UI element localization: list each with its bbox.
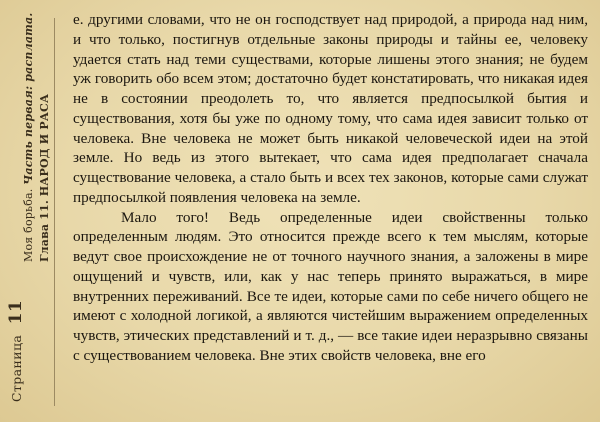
- book-part-line: [22, 13, 35, 262]
- page-indicator: [6, 300, 26, 402]
- page-number: 11: [6, 299, 26, 325]
- body-text: [73, 10, 588, 366]
- paragraph: е. другими словами, что не он господствует над природой, а природа над ним, и что только, постигнув отдельные законы природы и тайны ее, человеку удается стать над теми существами, которые лишены этого знания; не будем уж говорить обо всем этом; достаточно будет констатировать, что никакая идея не в состоянии преодолеть то, что является предпосылкой бытия и существования, хотя бы уже по одному тому, что сама идея зависит только от человека. Вне человека не может быть никакой человеческой идеи на этой земле. Но ведь из этого вытекает, что сама идея предполагает сначала существование человека, а стало быть и всех тех законов, которые сами служат предпосылкой появления человека на земле.: [73, 11, 588, 206]
- margin-divider: [54, 18, 55, 406]
- paragraph: Мало того! Ведь определенные идеи свойственны только определенным людям. Это относится прежде всего к тем мыслям, которые ведут свое происхождение не от точного научного знания, а заложены в мире ощущений и чувств, или, как у нас теперь принято выражаться, в мире внутренних переживаний. Все те идеи, которые сами по себе ничего общего не имеют с холодной логикой, а являются чистейшим выражением определенных чувств, этических представлений и т. д., — все такие идеи неразрывно связаны с существованием человека. Вне этих свойств человека, вне его: [73, 208, 588, 364]
- chapter-label: Глава 11.: [38, 199, 51, 262]
- part-title: Часть первая: расплата.: [22, 12, 35, 185]
- chapter-line: [38, 94, 51, 262]
- book-title: Моя борьба.: [22, 188, 35, 262]
- running-header-margin: [0, 0, 62, 422]
- chapter-title: НАРОД И РАСА: [38, 93, 51, 197]
- page-label: Страница: [9, 334, 24, 402]
